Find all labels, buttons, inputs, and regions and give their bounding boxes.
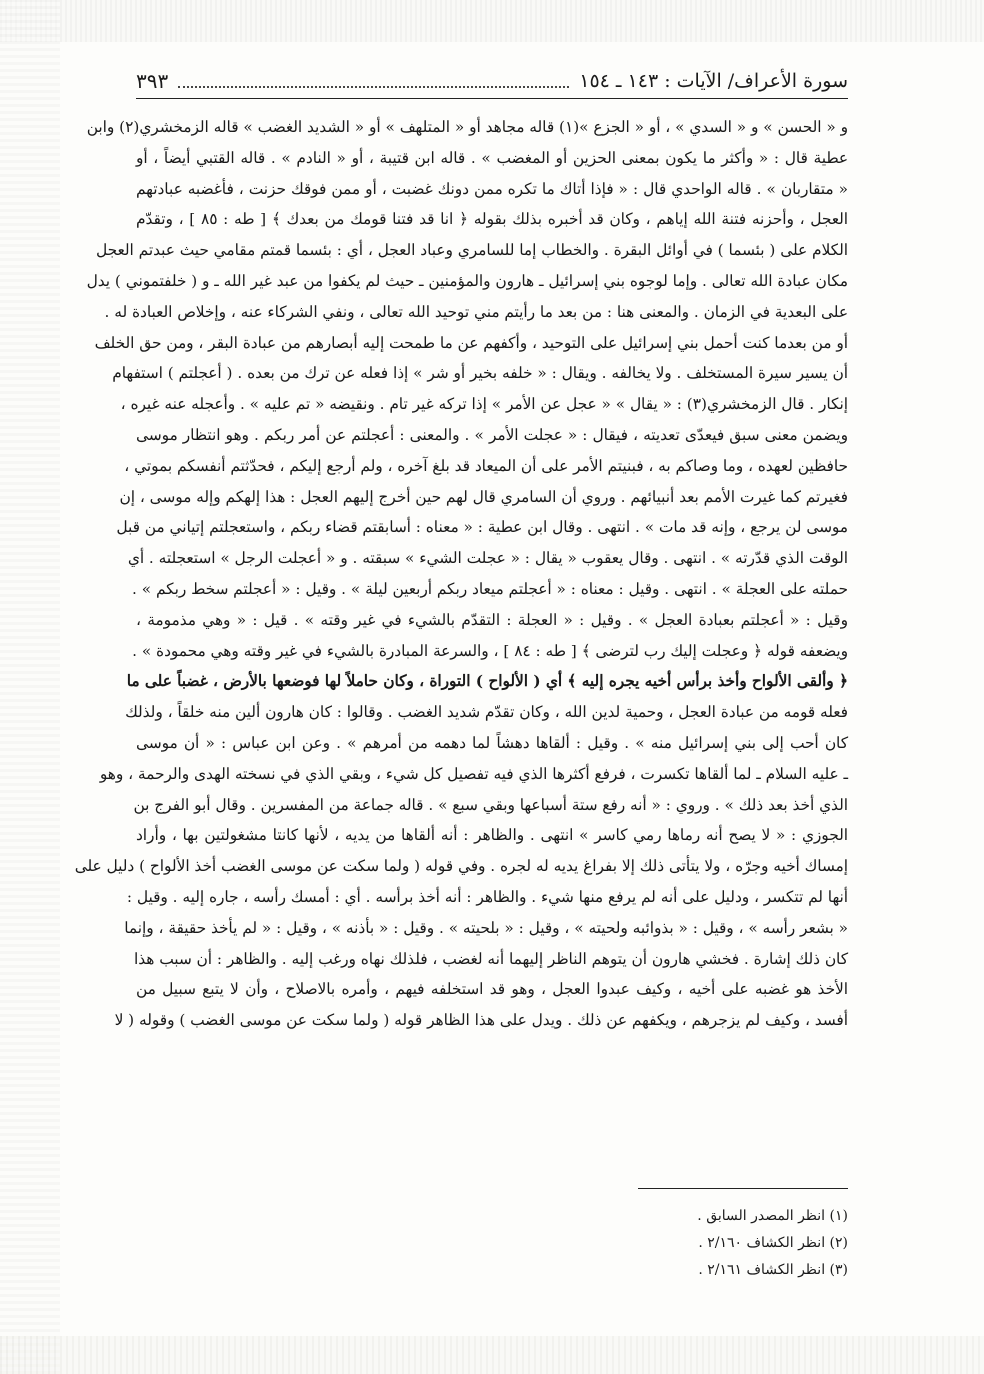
scan-noise-top <box>0 0 984 42</box>
text-line: فغيرتم كما غيرت الأمم بعد أنبيائهم . وروي أن السامري قال لهم حين أخرج إليهم العجل : هذا إلهكم وإله موسى ، إن <box>119 487 848 506</box>
page-number: ٣٩٣ <box>136 69 169 93</box>
text-line: ويضعفه قوله ﴿ وعجلت إليك رب لترضى ﴾ [ طه : ٨٤ ] ، والسرعة المبادرة بالشيء في غير وقته وهي محمودة » . <box>132 641 848 660</box>
text-line: موسى لن يرجع ، وإنه قد مات » . انتهى . وقال ابن عطية : « معناه : أسابقتم قضاء ربكم ، واستعجلتم إتياني من قبل <box>116 518 848 537</box>
text-line: أنها لم تتكسر ، ودليل على أنه لم يرفع منها شيء . والظاهر : أنه أخذ برأسه . أي : أمسك رأسه ، جاره إليه . وقيل : <box>126 887 848 906</box>
footnote-1: (١) انظر المصدر السابق . <box>697 1208 848 1224</box>
text-line: حملته على العجلة » . انتهى . وقيل : معناه : « أعجلتم ميعاد ربكم أربعين ليلة » . وقيل : « أعجلتم سخط ربكم » . <box>132 579 848 598</box>
running-title: سورة الأعراف/ الآيات : ١٤٣ ـ ١٥٤ <box>579 70 848 92</box>
footnote-3: (٣) انظر الكشاف ٢/١٦١ . <box>698 1262 848 1278</box>
text-line: كان أحب إلى بني إسرائيل منه » . وقيل : ألقاها دهشاً لما دهمه من أمرهم » . وعن ابن عباس : « أن موسى <box>136 733 848 752</box>
text-line: أن يسير سيرة المستخلف . ولا يخالفه . ويقال : « خلفه بخير أو شر » إذا فعله عن ترك من بعده . ( أعجلتم ) استفهام <box>112 364 848 383</box>
text-line: إنكار . قال الزمخشري(٣) : « يقال » « عجل عن الأمر » إذا تركه غير تام . ونقيضه « تم عليه » . وأعجله عنه غيره ، <box>120 395 848 414</box>
text-line: ويضمن معنى سبق فيعدّى تعديته ، فيقال : « عجلت الأمر » . والمعنى : أعجلتم عن أمر ربكم . وهو انتظار موسى <box>136 425 848 444</box>
text-line: الوقت الذي قدّرته » . انتهى . وقال يعقوب « يقال : « عجلت الشيء » سبقته . و « أعجلت الرجل » استعجلته . أي <box>127 549 848 568</box>
main-text <box>74 112 848 1036</box>
header-dotted-leader <box>178 74 569 88</box>
text-line: أو من بعدما كنت أحمل بني إسرائيل على التوحيد ، وأكفهم عن ما طمحت إليه أبصارهم من عبادة البقر ، ومن حق الخلف <box>94 333 848 352</box>
text-line: « بشعر رأسه » ، وقيل : « بذوائبه ولحيته » ، وقيل : « بلحيته » . وقيل : « بأذنه » ، وقيل : « لم يأخذ حقيقة ، وإنما <box>124 918 848 937</box>
text-line: حافظين لعهده ، وما وصاكم به ، فبنيتم الأمر على أن الميعاد قد بلغ آخره ، ولم أرجع إليكم ، فحدّثتم أنفسكم بموتي ، <box>124 456 848 475</box>
text-line: الأخذ هو غضبه على أخيه ، وكيف عبدوا العجل ، وهو قد استخلفه فيهم ، وأمره بالاصلاح ، وأن لا يتبع سبيل من <box>136 980 848 999</box>
page-header <box>136 64 848 99</box>
footnote-2: (٢) انظر الكشاف ٢/١٦٠ . <box>698 1235 848 1251</box>
text-line: إمساك أخيه وجرّه ، ولا يتأتى ذلك إلا بفراغ يديه له لجره . وفي قوله ( ولما سكت عن موسى الغضب أخذ الألواح ) دليل على <box>74 857 848 876</box>
text-line: فعله قومه من عبادة العجل ، وحمية لدين الله ، وكان تقدّم شديد الغضب . وقالوا : كان هارون ألين منه خلقاً ، ولذلك <box>125 703 848 722</box>
text-line: الذي أخذ بعد ذلك » . وروي : « أنه رفع ستة أسباعها وبقي سبع » . قاله جماعة من المفسرين . وقال أبو الفرج بن <box>133 795 848 814</box>
text-line: « متقاربان » . قاله الواحدي قال : « فإذا أتاك ما تكره ممن دونك غضبت ، أو ممن فوقك حزنت ، فأغضبه عبادتهم <box>136 179 848 198</box>
scan-noise-left <box>0 0 60 1374</box>
text-line-verse: ﴿ وألقى الألواح وأخذ برأس أخيه يجره إليه ﴾ أي ( الألواح ) التوراة ، وكان حاملاً لها فوضعها بالأرض ، غضباً على ما <box>126 672 848 691</box>
text-line: العجل ، وأحزنه فتنة الله إياهم ، وكان قد أخبره بذلك بقوله ﴿ انا قد فتنا قومك من بعدك ﴾ [ طه : ٨٥ ] ، وتقدّم <box>136 210 848 229</box>
text-line: وقيل : « أعجلتم بعبادة العجل » . وقيل : « العجلة : التقدّم بالشيء في غير وقته » . قيل : « وهي مذمومة ، <box>136 610 848 629</box>
footnotes <box>136 1203 848 1284</box>
text-line: الكلام على ( بئسما ) في أوائل البقرة . والخطاب إما للسامري وعباد العجل ، أي : بئسما قمتم مقامي حيث عبدتم العجل <box>96 241 848 260</box>
text-line: و « الحسن » و « السدي » ، أو « الجزع »(١) قاله مجاهد أو « المتلهف » أو « الشديد الغضب » قاله الزمخشري(٢) وابن <box>86 118 848 136</box>
scan-noise-bottom <box>0 1336 984 1374</box>
text-line: مكان عبادة الله تعالى . وإما لوجوه بني إسرائيل ـ هارون والمؤمنين ـ حيث لم يكفوا من عبد غير الله ـ و ( خلفتموني ) يدل <box>86 271 848 290</box>
text-line: ـ عليه السلام ـ لما ألقاها تكسرت ، فرفع أكثرها الذي فيه تفصيل كل شيء ، وبقي الذي في نسخته الهدى والرحمة ، وهو <box>99 764 848 783</box>
text-line: أفسد ، وكيف لم يزجرهم ، ويكفهم عن ذلك . ويدل على هذا الظاهر قوله ( ولما سكت عن موسى الغضب ) وقوله ( لا <box>114 1011 848 1030</box>
text-line: الجوزي : « لا يصح أنه رماها رمي كاسر » انتهى . والظاهر : أنه ألقاها من يديه ، لأنها كانتا مشغولتين بها ، وأراد <box>136 826 848 845</box>
text-line: كان ذلك إشارة . فخشي هارون أن يتوهم الناظر إليهما أنه لغضب ، فلذلك نهاه ورغب إليه . والظاهر : أن سبب هذا <box>134 949 848 968</box>
text-line: عطية قال : « وأكثر ما يكون بمعنى الحزين أو المغضب » . قاله ابن قتيبة ، أو « النادم » . قاله القتبي أيضاً ، أو <box>136 148 848 167</box>
text-line: على البعدية في الزمان . والمعنى هنا : من بعد ما رأيتم مني توحيد الله تعالى ، ونفي الشركاء عنه ، وإخلاص العبادة له . <box>104 302 848 321</box>
footnote-separator <box>638 1188 848 1189</box>
